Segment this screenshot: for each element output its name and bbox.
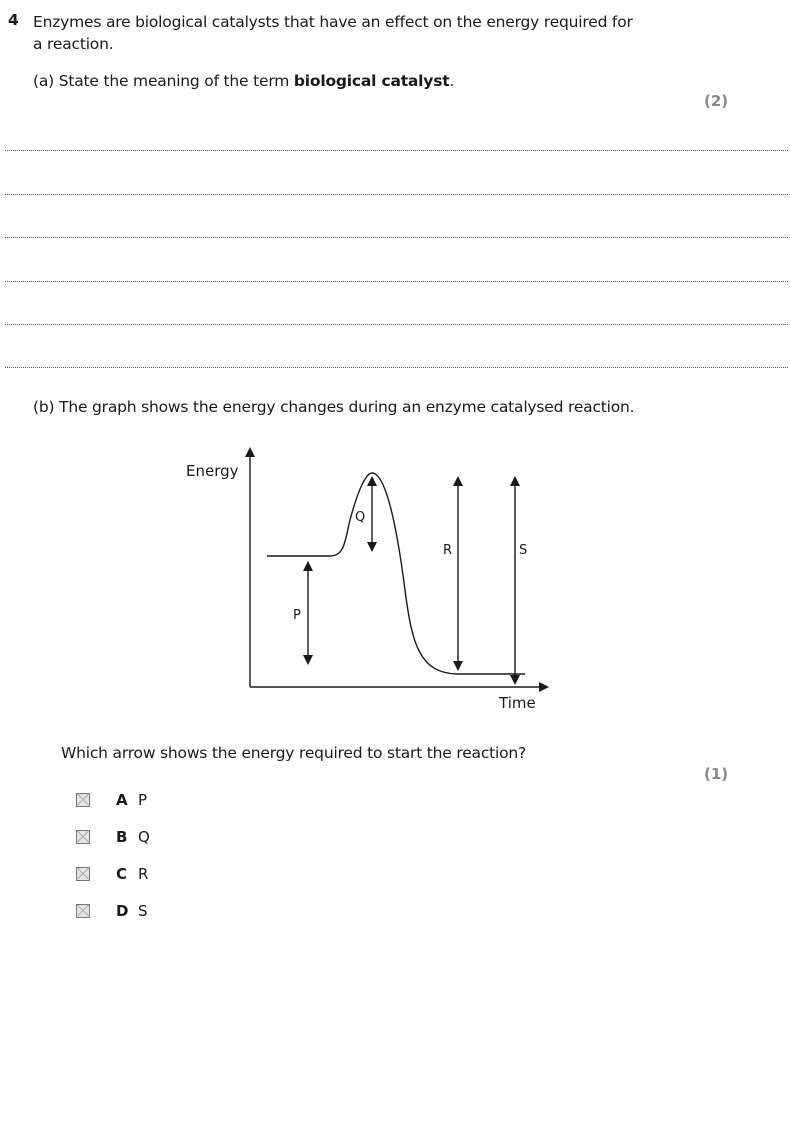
checkbox[interactable] [76, 904, 90, 918]
part-b-prompt: Which arrow shows the energy required to start the reaction? [61, 744, 527, 762]
option-letter: D [116, 902, 129, 920]
option-b[interactable] [76, 827, 150, 847]
option-text: Q [138, 828, 150, 846]
option-text: S [138, 902, 148, 920]
option-text: R [138, 865, 149, 883]
part-a-marks: (2) [704, 92, 729, 110]
y-axis-label: Energy [186, 462, 239, 480]
part-b-text: (b) The graph shows the energy changes during an enzyme catalysed reaction. [33, 398, 635, 416]
option-a[interactable] [76, 790, 147, 810]
checkbox[interactable] [76, 830, 90, 844]
label-q: Q [355, 510, 366, 525]
energy-curve [267, 473, 528, 674]
option-c[interactable] [76, 864, 148, 884]
option-letter: B [116, 828, 128, 846]
option-text: P [138, 791, 148, 809]
part-a-term: biological catalyst [293, 72, 450, 90]
checkbox[interactable] [76, 867, 90, 881]
question-intro-line-1: Enzymes are biological catalysts that have an effect on the energy required for [33, 13, 633, 31]
option-letter: A [116, 791, 128, 809]
part-b-marks: (1) [704, 765, 729, 783]
label-s: S [519, 543, 528, 558]
option-d[interactable] [76, 901, 148, 921]
part-a-suffix: . [449, 72, 455, 90]
option-letter: C [116, 865, 128, 883]
question-number: 4 [8, 11, 19, 29]
x-axis-label: Time [499, 694, 536, 712]
checkbox[interactable] [76, 793, 90, 807]
part-a-prefix: (a) State the meaning of the term [33, 72, 294, 90]
label-r: R [443, 543, 453, 558]
label-p: P [293, 608, 301, 623]
question-intro-line-2: a reaction. [33, 35, 114, 53]
